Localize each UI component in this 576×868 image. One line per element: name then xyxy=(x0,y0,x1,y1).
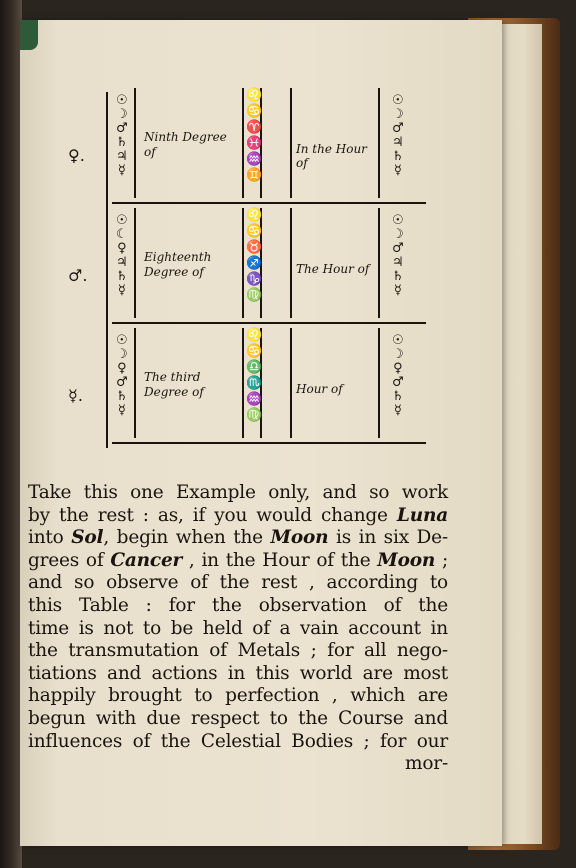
italic-word: Luna xyxy=(396,504,448,526)
text-run: this Table : for the observation of the xyxy=(28,594,448,616)
text-line xyxy=(28,572,448,595)
planet-glyph: ♂ xyxy=(392,121,404,136)
planet-glyph: ♃ xyxy=(392,135,404,150)
planet-glyph: ☽ xyxy=(392,107,404,122)
table-divider-5 xyxy=(378,328,380,438)
planet-glyph: ♀ xyxy=(117,241,127,256)
zodiac-glyph: ♈ xyxy=(246,120,263,135)
planet-glyph: ☉ xyxy=(392,93,404,108)
italic-word: Moon xyxy=(270,527,329,549)
text-run: by the rest : as, if you would change xyxy=(28,504,397,526)
planets-right-column xyxy=(392,334,404,418)
text-line xyxy=(28,482,448,505)
planet-glyph: ♀ xyxy=(393,361,403,376)
table-divider-5 xyxy=(378,208,380,318)
text-line xyxy=(28,753,448,776)
table-divider-2 xyxy=(242,88,244,198)
table-divider-1 xyxy=(134,208,136,318)
hour-label: In the Hour of xyxy=(296,142,367,170)
zodiac-glyph: ♑ xyxy=(246,272,263,287)
hour-label: The Hour of xyxy=(296,262,370,276)
zodiac-sign-column xyxy=(246,88,262,184)
zodiac-glyph: ♒ xyxy=(246,152,263,167)
planet-glyph: ♂ xyxy=(116,121,128,136)
planets-left-column xyxy=(116,214,128,298)
zodiac-glyph: ♏ xyxy=(246,376,263,391)
planet-glyph: ♀ xyxy=(117,361,127,376)
bookmark-ribbon xyxy=(20,20,38,50)
zodiac-glyph: ♌ xyxy=(246,328,263,343)
zodiac-glyph: ♌ xyxy=(246,88,263,103)
italic-word: Moon xyxy=(377,549,436,571)
planet-glyph: ☽ xyxy=(116,107,128,122)
planet-glyph: ♂ xyxy=(116,375,128,390)
zodiac-glyph: ♎ xyxy=(246,360,263,375)
planets-right-column xyxy=(392,214,404,298)
table-divider-4 xyxy=(290,328,292,438)
table-divider-1 xyxy=(134,328,136,438)
astrological-table xyxy=(68,72,426,448)
table-divider-5 xyxy=(378,88,380,198)
planet-glyph: ☽ xyxy=(392,227,404,242)
text-run: is in six De- xyxy=(328,527,448,549)
hour-label: Hour of xyxy=(296,382,343,396)
body-paragraph xyxy=(28,482,448,776)
zodiac-glyph: ♊ xyxy=(246,168,263,183)
table-row-rule xyxy=(112,442,426,444)
text-line xyxy=(28,550,448,573)
planet-glyph: ♄ xyxy=(392,269,404,284)
planet-glyph: ☉ xyxy=(392,213,404,228)
planet-glyph: ♄ xyxy=(392,149,404,164)
table-divider-2 xyxy=(242,208,244,318)
table-divider-1 xyxy=(134,88,136,198)
planets-left-column xyxy=(116,94,128,178)
planet-glyph: ♄ xyxy=(392,389,404,404)
planet-glyph: ♂ xyxy=(392,241,404,256)
degree-label: Eighteenth Degree of xyxy=(144,250,212,279)
planet-glyph: ☽ xyxy=(392,347,404,362)
planet-glyph: ☾ xyxy=(116,227,128,242)
text-line xyxy=(28,731,448,754)
planet-glyph: ☉ xyxy=(116,333,128,348)
planet-glyph: ☉ xyxy=(116,93,128,108)
table-left-border xyxy=(106,92,108,448)
text-line xyxy=(28,663,448,686)
planet-glyph: ☿ xyxy=(393,403,402,418)
text-line xyxy=(28,618,448,641)
planet-glyph: ☿ xyxy=(117,163,126,178)
planet-glyph: ♂ xyxy=(392,375,404,390)
zodiac-glyph: ♓ xyxy=(246,136,263,151)
planet-glyph: ☉ xyxy=(116,213,128,228)
margin-planet-symbol: ♂. xyxy=(68,266,88,285)
zodiac-glyph: ♋ xyxy=(246,344,263,359)
planet-glyph: ☉ xyxy=(392,333,404,348)
book-binding xyxy=(0,0,22,868)
planets-right-column xyxy=(392,94,404,178)
planet-glyph: ☿ xyxy=(393,163,402,178)
text-run: , begin when the xyxy=(103,527,271,549)
planet-glyph: ☿ xyxy=(117,403,126,418)
degree-label: The third Degree of xyxy=(144,370,204,399)
zodiac-sign-column xyxy=(246,328,262,424)
text-run: Take this one Example only, and so work xyxy=(28,482,448,503)
table-divider-4 xyxy=(290,88,292,198)
zodiac-glyph: ♍ xyxy=(246,288,263,303)
zodiac-glyph: ♋ xyxy=(246,224,263,239)
margin-planet-symbol: ♀. xyxy=(68,146,85,165)
table-row-rule xyxy=(112,202,426,204)
text-run: ; xyxy=(435,549,448,571)
text-run: , in the Hour of the xyxy=(182,549,378,571)
planet-glyph: ☽ xyxy=(116,347,128,362)
zodiac-glyph: ♌ xyxy=(246,208,263,223)
text-run: tiations and actions in this world are most xyxy=(28,662,448,684)
planet-glyph: ☿ xyxy=(393,283,402,298)
planet-glyph: ♃ xyxy=(116,255,128,270)
planet-glyph: ☿ xyxy=(117,283,126,298)
zodiac-glyph: ♍ xyxy=(246,408,263,423)
table-divider-2 xyxy=(242,328,244,438)
zodiac-glyph: ♉ xyxy=(246,240,263,255)
zodiac-glyph: ♐ xyxy=(246,256,263,271)
planets-left-column xyxy=(116,334,128,418)
text-line xyxy=(28,640,448,663)
italic-word: Sol xyxy=(71,527,104,549)
text-line xyxy=(28,505,448,528)
planet-glyph: ♃ xyxy=(392,255,404,270)
text-run: and so observe of the rest , according to xyxy=(28,572,448,594)
margin-planet-symbol: ☿. xyxy=(68,386,83,405)
text-run: into xyxy=(28,527,72,549)
planet-glyph: ♄ xyxy=(116,135,128,150)
text-run: influences of the Celestial Bodies ; for our xyxy=(28,730,448,752)
planet-glyph: ♃ xyxy=(116,149,128,164)
text-run: begun with due respect to the Course and xyxy=(28,707,448,729)
text-line xyxy=(28,595,448,618)
text-run: grees of xyxy=(28,549,111,571)
italic-word: Cancer xyxy=(110,549,183,571)
text-run: mor- xyxy=(405,753,448,775)
degree-label: Ninth Degree of xyxy=(144,130,227,159)
planet-glyph: ♄ xyxy=(116,269,128,284)
text-line xyxy=(28,708,448,731)
zodiac-glyph: ♒ xyxy=(246,392,263,407)
text-run: the transmutation of Metals ; for all nego- xyxy=(28,640,448,662)
table-divider-4 xyxy=(290,208,292,318)
planet-glyph: ♄ xyxy=(116,389,128,404)
text-line xyxy=(28,527,448,550)
text-run: time is not to be held of a vain account in xyxy=(28,617,448,639)
text-line xyxy=(28,685,448,708)
zodiac-sign-column xyxy=(246,208,262,304)
book-page xyxy=(20,20,502,846)
table-row-rule xyxy=(112,322,426,324)
zodiac-glyph: ♋ xyxy=(246,104,263,119)
text-run: happily brought to perfection , which are xyxy=(28,685,448,707)
